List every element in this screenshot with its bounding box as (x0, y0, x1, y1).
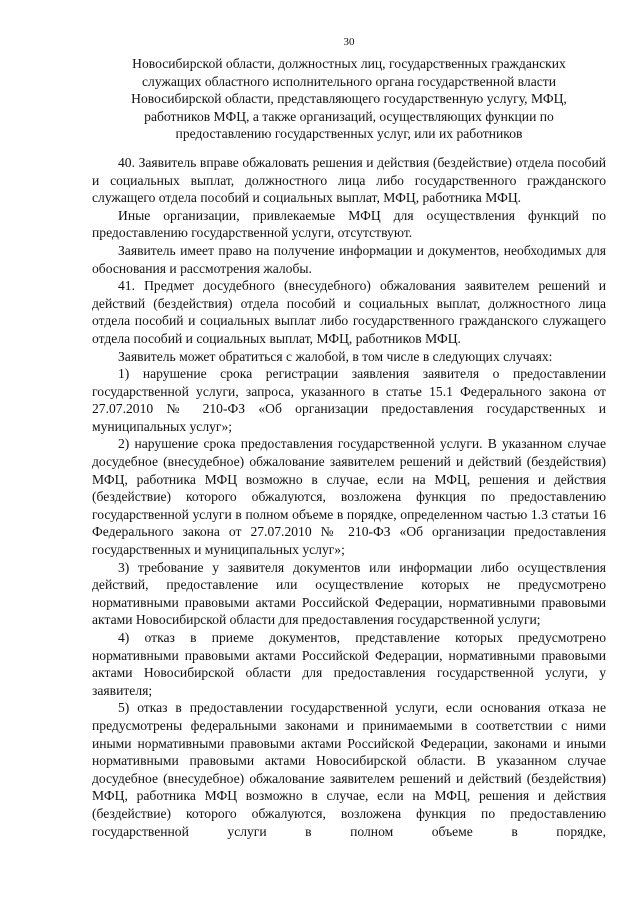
page-number: 30 (343, 36, 355, 48)
heading-line: предоставлению государственных услуг, или их работников (175, 126, 523, 142)
heading-line: работников МФЦ, а также организаций, осуществляющих функции по (144, 108, 554, 124)
paragraph-40: 40. Заявитель вправе обжаловать решения и действия (бездействие) отдела пособий и социальных выплат, должностного лица либо государственного гражданского служащего отдела пособий и социальных выплат, МФЦ, работника МФЦ. (92, 154, 606, 206)
list-item-5: 5) отказ в предоставлении государственной услуги, если основания отказа не предусмотрены федеральными законами и принимаемыми в соответствии с ними иными нормативными правовыми актами Российской Федерации, законами и иными нормативными правовыми актами Новосибирской области. В указанном случае досудебное (внесудебное) обжалование заявителем решений и действий (бездействия) МФЦ, работника МФЦ возможно в случае, если на МФЦ, решения и действия (бездействие) которого обжалуются, возложена функция по предоставлению государственной услуги в полном объеме в порядке, (92, 700, 606, 839)
list-item-2: 2) нарушение срока предоставления государственной услуги. В указанном случае досудебное (внесудебное) обжалование заявителем решений и действий (бездействия) МФЦ, работника МФЦ возможно в случае, если на МФЦ, решения и действия (бездействие) которого обжалуются, возложена функция по предоставлению государственной услуги в полном объеме в порядке, определенном частью 1.3 статьи 16 Федерального закона от 27.07.2010 № 210-ФЗ «Об организации предоставления государственных и муниципальных услуг»; (92, 436, 606, 558)
heading-line: Новосибирской области, представляющего государственную услугу, МФЦ, (131, 91, 567, 107)
paragraph-right-to-information: Заявитель имеет право на получение информации и документов, необходимых для обоснования и рассмотрения жалобы. (92, 242, 606, 276)
list-item-1: 1) нарушение срока регистрации заявления заявителя о предоставлении государственной услуги, запроса, указанного в статье 15.1 Федерального закона от 27.07.2010 № 210-ФЗ «Об организации предоставления государственных и муниципальных услуг»; (92, 366, 606, 434)
paragraph-other-organizations: Иные организации, привлекаемые МФЦ для осуществления функций по предоставлению государственной услуги, отсутствуют. (92, 207, 606, 241)
list-item-4: 4) отказ в приеме документов, представление которых предусмотрено нормативными правовыми актами Российской Федерации, нормативными правовыми актами Новосибирской области для предоставления государственной услуги, у заявителя; (92, 630, 606, 698)
list-item-3: 3) требование у заявителя документов или информации либо осуществления действий, предоставление или осуществление которых не предусмотрено нормативными правовыми актами Российской Федерации, нормативными правовыми актами Новосибирской области для предоставления государственной услуги; (92, 559, 606, 628)
section-heading (92, 55, 606, 143)
paragraph-41: 41. Предмет досудебного (внесудебного) обжалования заявителем решений и действий (бездействия) отдела пособий и социальных выплат, должностного лица отдела пособий и социальных выплат либо государственного гражданского служащего отдела пособий и социальных выплат, МФЦ, работников МФЦ. (92, 278, 606, 346)
heading-line: Новосибирской области, должностных лиц, государственных гражданских (132, 56, 566, 71)
paragraph-complaint-cases-intro: Заявитель может обратиться с жалобой, в том числе в следующих случаях: (118, 348, 553, 364)
heading-line: служащих областного исполнительного органа государственной власти (142, 73, 556, 89)
document-body (92, 154, 606, 840)
document-page (92, 36, 606, 840)
